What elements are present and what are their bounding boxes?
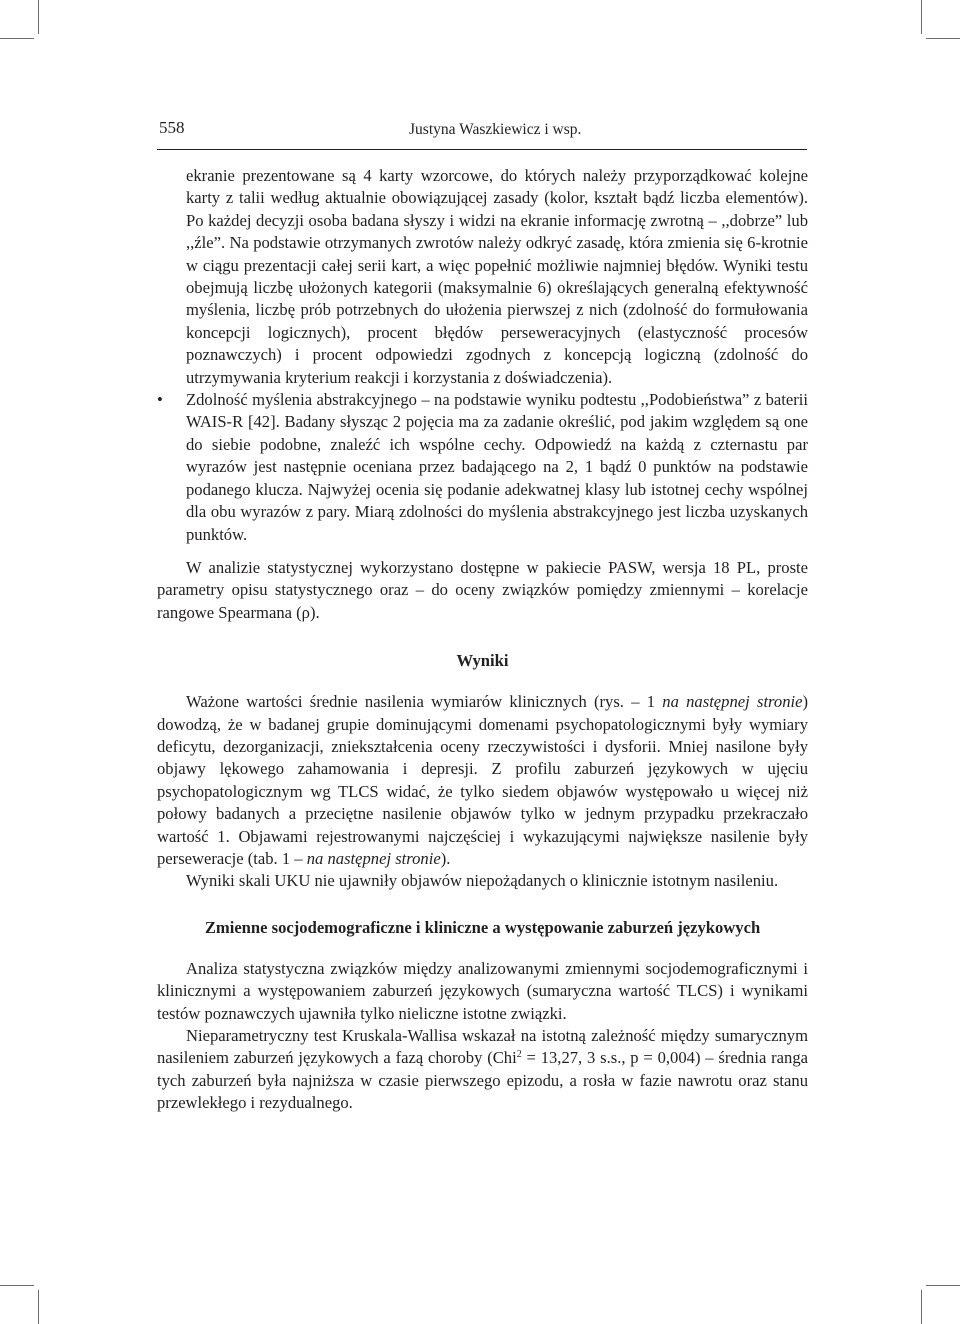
crop-mark-top-left-horizontal [0,38,34,39]
spacer [157,624,808,650]
results-p1-italic-b: na następnej stronie [306,848,441,868]
spacer [157,939,808,958]
header-rule [157,149,807,150]
page-number: 558 [159,118,185,137]
variables-paragraph-1: Analiza statystyczna związków między analizowanymi zmiennymi socjodemograficznymi i klinicznymi a występowaniem zaburzeń językowych (sumaryczna wartość TLCS) i wynikami testów poznawczych ujawniła tylko nieliczne istotne związki. [157,958,808,1023]
crop-mark-bottom-left-horizontal [0,1285,34,1286]
crop-mark-bottom-right-horizontal [926,1285,960,1286]
continuation-paragraph: ekranie prezentowane są 4 karty wzorcowe, do których należy przyporządkować kolejne karty z talii według aktualnie obowiązującej zasady (kolor, kształt bądź liczba elementów). Po każdej decyzji osoba badana słyszy i widzi na ekranie informację zwrotną – ,,dobrze” lub ,,źle”. Na podstawie otrzymanych zwrotów należy odkryć zasadę, która zmienia się 6-krotnie w ciągu prezentacji całej serii kart, a więc popełnić możliwie najmniej błędów. Wyniki testu obejmują liczbę ułożonych kategorii (maksymalnie 6) określających generalną efektywność myślenia, liczbę prób potrzebnych do ułożenia pierwszej z nich (zdolność do formułowania koncepcji logicznych), procent błędów perseweracyjnych (elastyczność procesów poznawczych) i procent odpowiedzi zgodnych z koncepcją logiczną (zdolność do utrzymywania kryterium reakcji i korzystania z doświadczenia). [186,166,808,387]
results-heading: Wyniki [456,651,509,671]
page-header [157,118,807,150]
variables-p2-text-a: Nieparametryczny test Kruskala-Wallisa wskazał na istotną zależność między sumarycznym nasileniem zaburzeń językowych a fazą choroby (Chi [157,1026,808,1068]
crop-mark-bottom-left [38,1290,39,1324]
running-head: Justyna Waszkiewicz i wsp. [409,121,582,138]
superscript-2: 2 [516,1049,522,1061]
results-paragraph-2: Wyniki skali UKU nie ujawniły objawów niepożądanych o klinicznie istotnym nasileniu. [186,871,779,891]
spacer [157,546,808,557]
results-p1-text-c: ). [440,848,451,868]
bullet-symbol: • [157,390,163,410]
statistics-paragraph: W analizie statystycznej wykorzystano dostępne w pakiecie PASW, wersja 18 PL, proste parametry opisu statystycznego oraz – do oceny związków pomiędzy zmiennymi – korelacje rangowe Spearmana (ρ). [157,557,808,622]
spacer [157,893,808,917]
results-p1-text-b: ) dowodzą, że w badanej grupie dominującymi domenami psychopatologicznymi były wymiary deficytu, dezorganizacji, zniekształcenia oceny rzeczywistości i dysforii. Mniej nasilone były objawy lękowego zahamowania i depresji. Z profilu zaburzeń językowych w ujęciu psychopatologicznym wg TLCS widać, że tylko siedem objawów występowało u więcej niż połowy badanych a przeciętne nasilenie objawów tylko w jednym przypadku przekraczało wartość 1. Objawami rejestrowanymi najczęściej i wykazującymi największe nasilenie były perseweracje (tab. 1 – [157,692,808,868]
results-paragraph-1 [157,691,808,870]
crop-mark-top-right-horizontal [926,38,960,39]
results-p1-text-a: Ważone wartości średnie nasilenia wymiarów klinicznych (rys. – 1 [186,692,663,712]
bullet-text: Zdolność myślenia abstrakcyjnego – na podstawie wyniku podtestu ,,Podobieństwa” z baterii WAIS-R [42]. Badany słysząc 2 pojęcia ma za zadanie określić, pod jakim względem są one do siebie podobne, znaleźć ich wspólne cechy. Odpowiedź na każdą z czternastu par wyrazów jest następnie oceniana przez badającego na 2, 1 bądź 0 punktów na podstawie podanego klucza. Najwyżej ocenia się podanie adekwatnej klasy lub istotnej cechy wspólnej dla obu wyrazów z pary. Miarą zdolności do myślenia abstrakcyjnego jest liczba uzyskanych punktów. [186,390,808,544]
article-body [157,165,808,1115]
crop-mark-top-left [38,0,39,34]
bullet-item-abstract-thinking [157,389,808,546]
results-p1-italic-a: na następnej stronie [662,692,803,712]
crop-mark-bottom-right [921,1290,922,1324]
spacer [157,672,808,691]
crop-mark-top-right [921,0,922,34]
variables-heading: Zmienne socjodemograficzne i kliniczne a występowanie zaburzeń językowych [204,917,761,937]
variables-paragraph-2 [157,1025,808,1115]
variables-p2-text-b: = 13,27, 3 s.s., p = 0,004) – średnia ranga tych zaburzeń była najniższa w czasie pierwszego epizodu, a rosła w fazie nawrotu oraz stanu przewlekłego i rezydualnego. [157,1048,808,1113]
